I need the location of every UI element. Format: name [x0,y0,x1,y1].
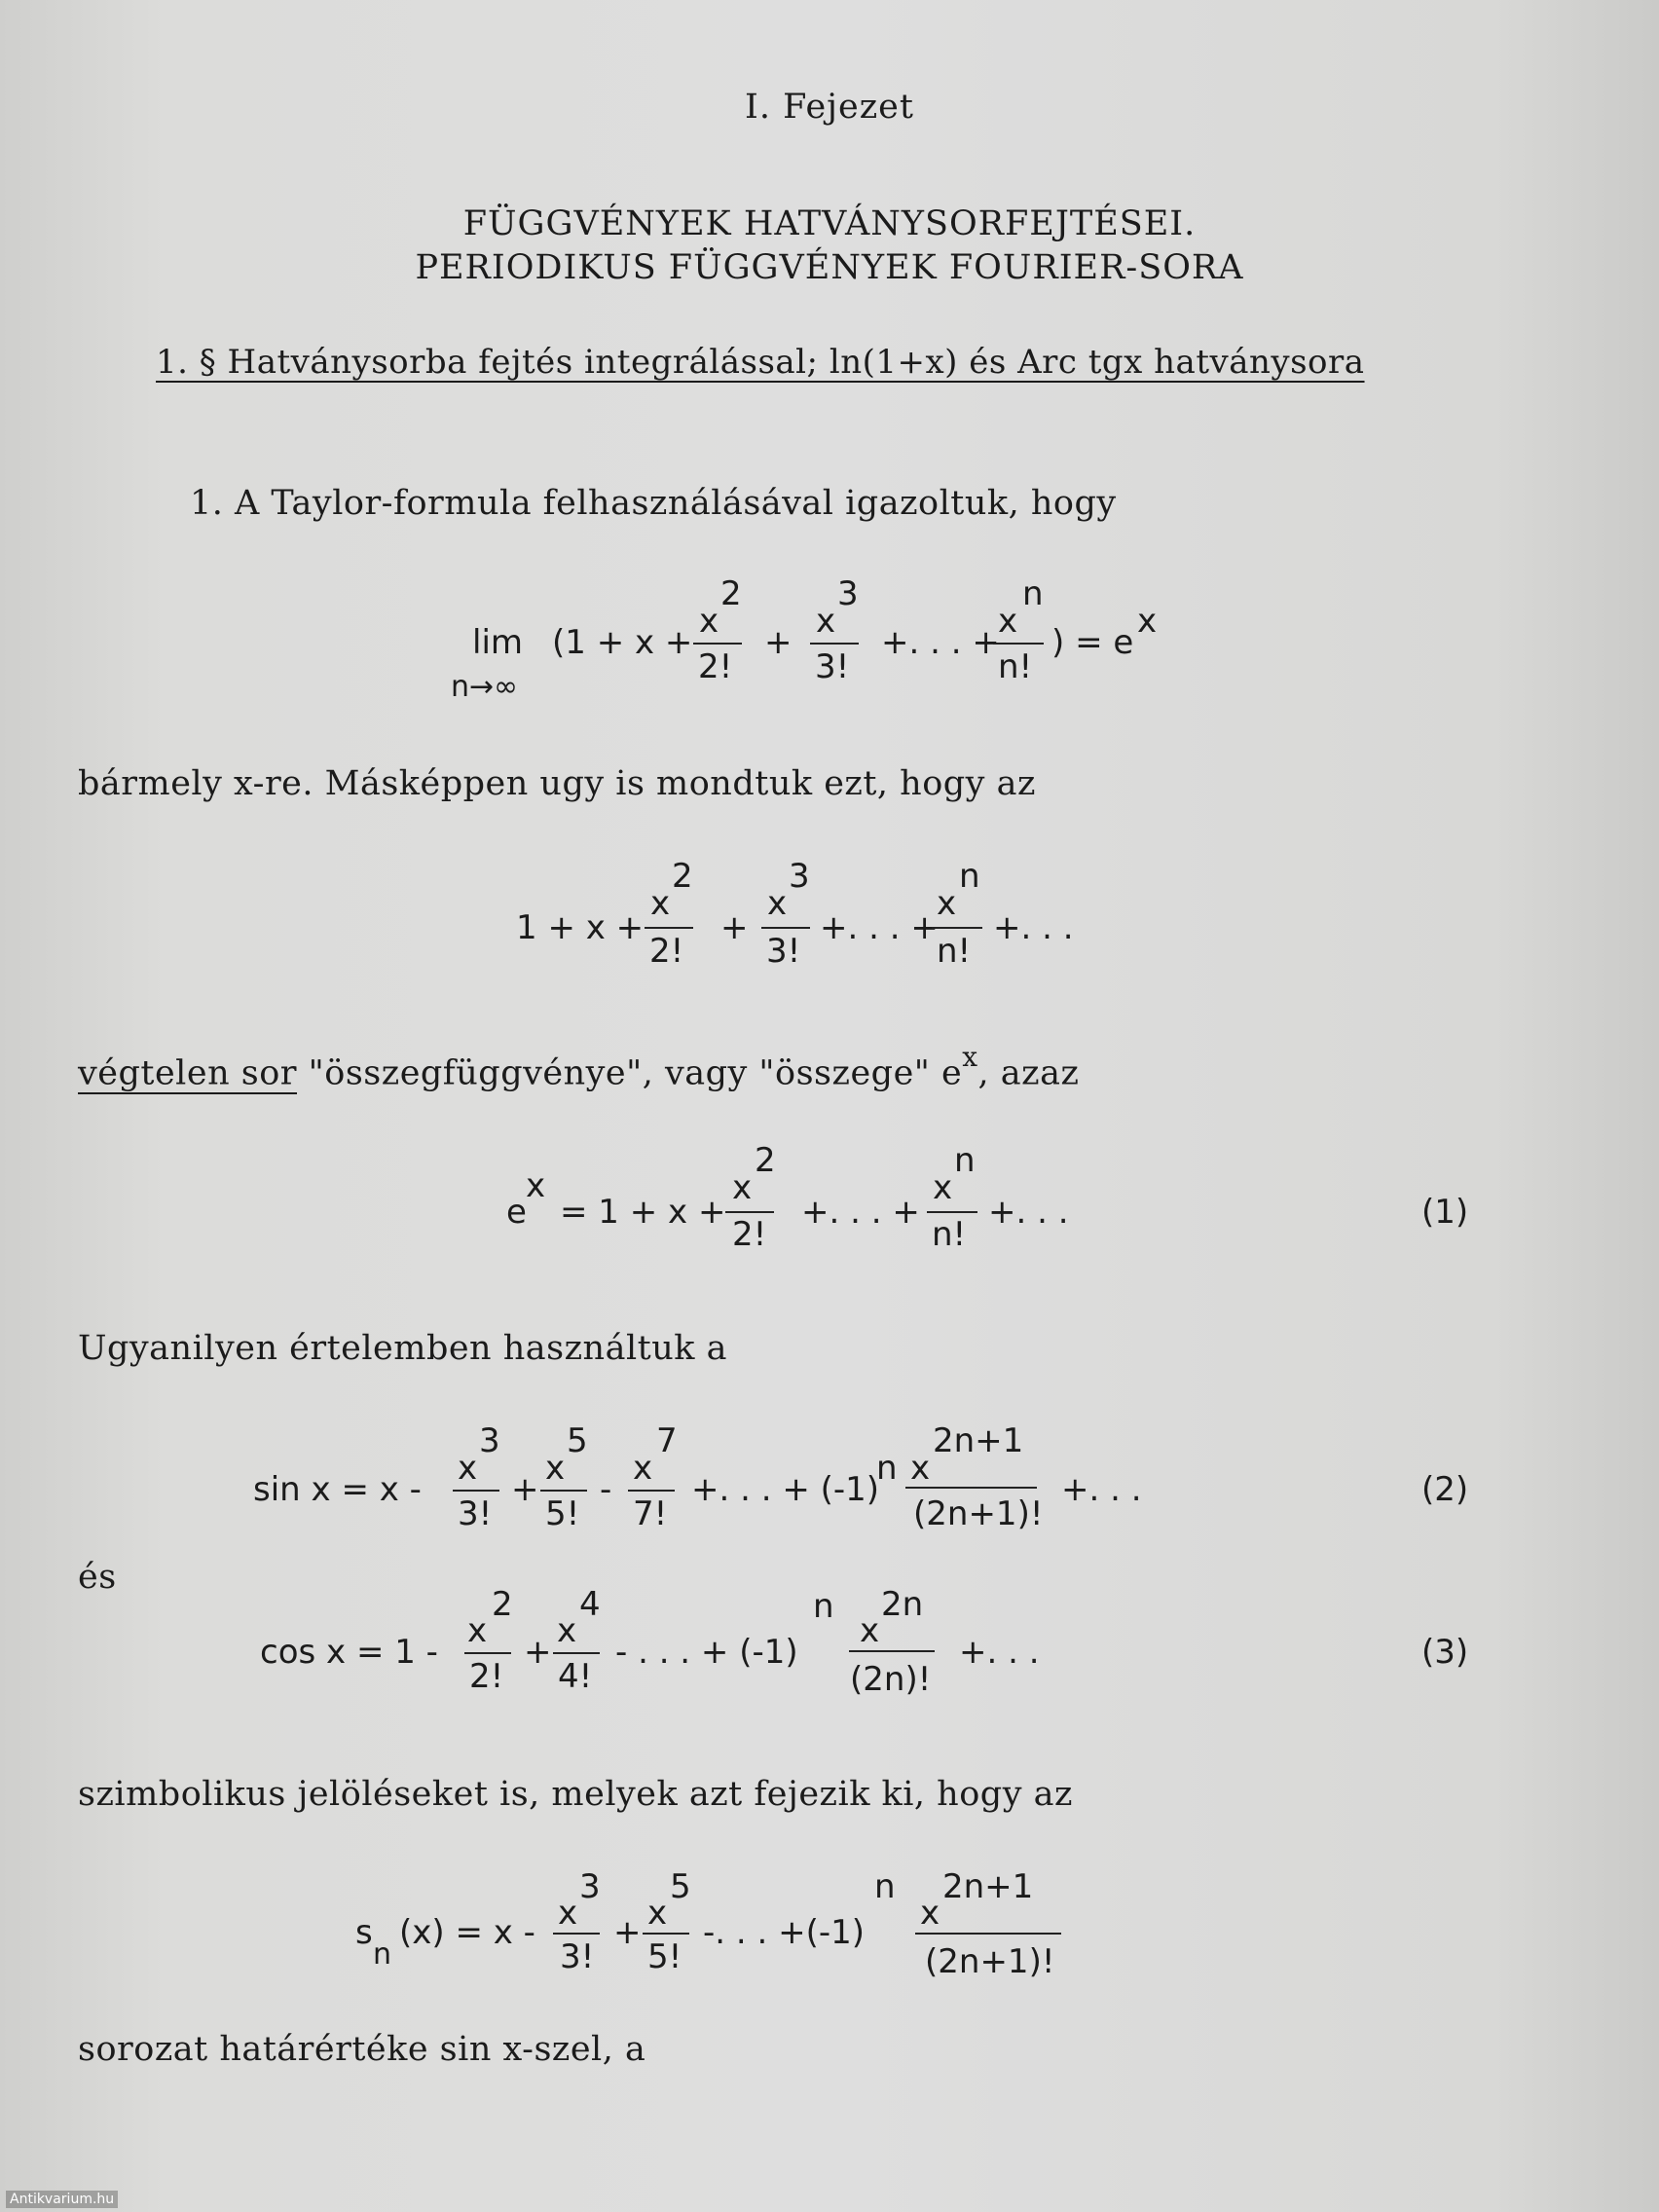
section-heading: 1. § Hatványsorba fejtés integrálással; ln(1+x) és Arc tgx hatványsora [156,343,1365,382]
eq3-lead: cos x = 1 - [260,1633,438,1672]
frac-num-x: x [458,1449,478,1488]
frac-num-x: x [650,884,671,923]
frac-exp: 2 [492,1585,513,1624]
frac-exp: 4 [579,1585,601,1624]
dots: +. . . + [881,623,1000,662]
frac-den: 3! [458,1494,493,1533]
frac-exp: 3 [479,1421,500,1460]
frac-den: n! [998,647,1033,686]
title-line-2: PERIODIKUS FÜGGVÉNYEK FOURIER-SORA [415,248,1244,287]
frac-num-x: x [933,1168,953,1207]
frac-num-x: x [937,884,957,923]
frac-den: 4! [558,1657,593,1696]
eq2-dots: +. . . + (-1) [691,1470,880,1509]
frac-num-x: x [557,1611,577,1650]
sn-lead: (x) = x - [399,1913,535,1952]
frac-exp: 3 [789,857,810,896]
frac-num-x: x [910,1449,931,1488]
frac-den: n! [932,1215,967,1254]
plus: + [613,1913,642,1952]
frac-den: 7! [633,1494,668,1533]
frac-den: (2n+1)! [913,1494,1044,1533]
eq1-exp: x [526,1166,546,1205]
plus: + [511,1470,539,1509]
frac-exp: 2 [672,857,693,896]
lim-close: ) = e [1051,623,1134,662]
eq3-tail: +. . . [959,1633,1040,1672]
paragraph-3 [78,1041,1080,1093]
paragraph-1: 1. A Taylor-formula felhasználásával igazoltuk, hogy [190,484,1117,523]
paragraph-3-end: , azaz [977,1053,1080,1093]
frac-exp: n [954,1141,976,1180]
frac-den: 3! [815,647,850,686]
frac-num-x: x [545,1449,566,1488]
frac-den: (2n)! [850,1660,932,1699]
series-lead: 1 + x + [516,908,645,947]
frac-num-x: x [647,1894,668,1933]
frac-num-x: x [920,1894,940,1933]
eq3-n: n [813,1587,834,1626]
sn-n: n [874,1867,896,1906]
eq2-lead: sin x = x - [253,1470,422,1509]
title-line-1: FÜGGVÉNYEK HATVÁNYSORFEJTÉSEI. [462,204,1197,243]
frac-exp: n [1022,574,1044,613]
equation-number-3: (3) [1421,1633,1469,1672]
dots: +. . . + [801,1193,920,1232]
watermark: Antikvarium.hu [6,2191,118,2208]
exp-x: x [1137,602,1158,641]
equation-number-2: (2) [1421,1470,1469,1509]
frac-num-x: x [699,602,719,641]
frac-num-x: x [633,1449,653,1488]
paragraph-6: sorozat határértéke sin x-szel, a [78,2030,646,2069]
frac-exp: 2n+1 [933,1421,1024,1460]
frac-den: 5! [545,1494,580,1533]
dots: +. . . + [820,908,939,947]
frac-num-x: x [767,884,788,923]
frac-den: 5! [647,1937,682,1976]
frac-den: n! [937,932,972,971]
frac-exp: 3 [579,1867,601,1906]
frac-exp: 2n [881,1585,924,1624]
frac-exp: 5 [567,1421,588,1460]
lim-open: (1 + x + [552,623,693,662]
lim-subscript: n→∞ [451,670,519,704]
paragraph-2: bármely x-re. Másképpen ugy is mondtuk ezt, hogy az [78,764,1036,803]
frac-den: (2n+1)! [925,1942,1055,1981]
eq2-tail: +. . . [1061,1470,1142,1509]
frac-den: 3! [560,1937,595,1976]
frac-num-x: x [860,1611,880,1650]
paragraph-5: szimbolikus jelöléseket is, melyek azt fejezik ki, hogy az [78,1775,1073,1814]
minus: - [600,1470,612,1509]
frac-exp: 7 [656,1421,678,1460]
frac-num-x: x [998,602,1018,641]
frac-den: 2! [649,932,684,971]
frac-exp: 2 [720,574,742,613]
frac-num-x: x [558,1894,578,1933]
eq1-e: e [506,1193,527,1232]
equation-number-1: (1) [1421,1193,1469,1232]
paragraph-4: Ugyanilyen értelemben használtuk a [78,1329,727,1368]
plus: + [524,1633,552,1672]
lim-text: lim [472,623,524,662]
frac-num-x: x [816,602,836,641]
frac-exp: n [959,857,980,896]
sn-subscript: n [373,1937,392,1972]
frac-exp: 5 [670,1867,691,1906]
eq2-n: n [876,1449,898,1488]
frac-den: 2! [732,1215,767,1254]
eq1-tail: +. . . [988,1193,1069,1232]
frac-den: 3! [766,932,801,971]
paragraph-3-mid: "összegfüggvénye", vagy "összege" e [308,1053,963,1093]
sn-s: s [355,1913,373,1952]
frac-num-x: x [732,1168,753,1207]
frac-exp: 2n+1 [942,1867,1034,1906]
frac-exp: 2 [755,1141,776,1180]
and-word: és [78,1558,117,1597]
eq3-dots: - . . . + (-1) [615,1633,798,1672]
plus: + [764,623,793,662]
superscript-x: x [962,1041,978,1073]
frac-den: 2! [698,647,733,686]
series-tail: +. . . [993,908,1074,947]
underlined-term: végtelen sor [78,1053,298,1093]
frac-exp: 3 [837,574,859,613]
frac-den: 2! [469,1657,504,1696]
plus: + [720,908,749,947]
frac-num-x: x [467,1611,488,1650]
chapter-heading: I. Fejezet [745,88,914,127]
sn-dots: -. . . +(-1) [703,1913,866,1952]
eq1-lead: = 1 + x + [560,1193,726,1232]
